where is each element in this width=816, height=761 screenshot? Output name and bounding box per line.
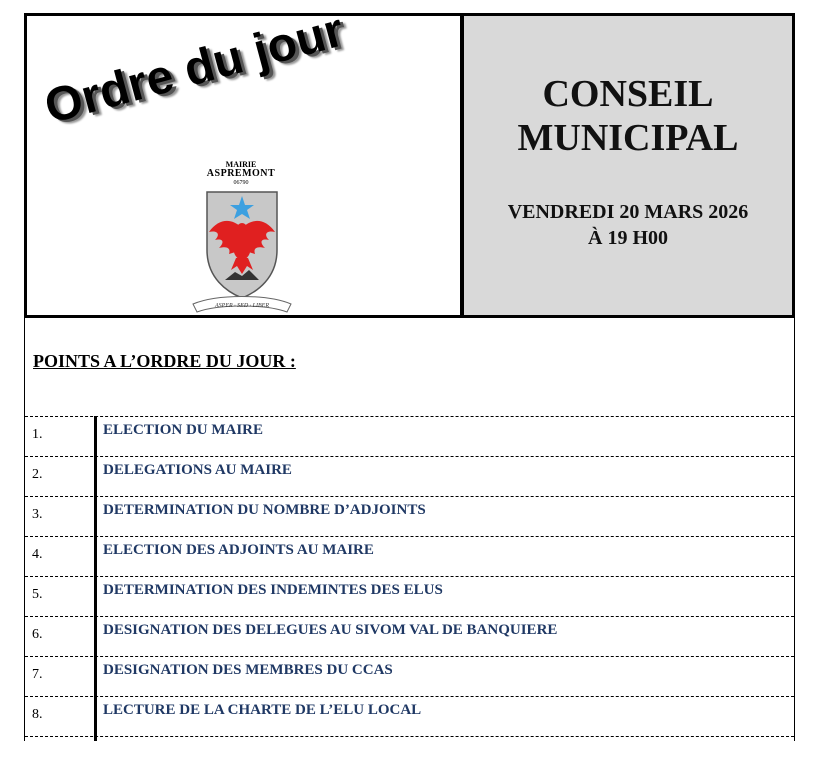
meeting-date-line2: À 19 H00: [588, 227, 668, 249]
agenda-row: [25, 456, 794, 496]
agenda-number: 3.: [32, 507, 43, 522]
council-title-line1: CONSEIL: [542, 73, 714, 115]
mairie-label: [195, 161, 287, 186]
agenda-item: DETERMINATION DES INDEMINTES DES ELUS: [103, 582, 443, 598]
agenda-list: [25, 416, 794, 737]
agenda-item: DESIGNATION DES DELEGUES AU SIVOM VAL DE BANQUIERE: [103, 622, 558, 638]
mairie-line2: ASPREMONT: [206, 168, 276, 180]
agenda-row: [25, 536, 794, 576]
agenda-item: DELEGATIONS AU MAIRE: [103, 462, 292, 478]
mairie-line3: 06790: [233, 179, 249, 186]
header: [24, 3, 795, 318]
agenda-number: 1.: [32, 427, 43, 442]
agenda-item: LECTURE DE LA CHARTE DE L’ELU LOCAL: [103, 702, 422, 718]
agenda-item: ELECTION DES ADJOINTS AU MAIRE: [103, 542, 374, 558]
mairie-line1: MAIRIE: [225, 160, 257, 169]
agenda-row: [25, 616, 794, 656]
agenda-row: [25, 576, 794, 616]
header-left-panel: [27, 3, 464, 315]
meeting-date: [464, 199, 792, 251]
agenda-item: DETERMINATION DU NOMBRE D’ADJOINTS: [103, 502, 426, 518]
points-title: POINTS A L’ORDRE DU JOUR :: [33, 351, 296, 371]
header-right-panel: [464, 16, 792, 315]
coat-of-arms-icon: [187, 188, 297, 316]
crest-motto: ASPER · SED · LIBER: [215, 303, 269, 309]
banner-title: Ordre du jour: [39, 3, 350, 135]
agenda-row: [25, 696, 794, 737]
agenda-number: 2.: [32, 467, 43, 482]
agenda-number: 7.: [32, 667, 43, 682]
council-title: [464, 72, 792, 160]
agenda-number: 6.: [32, 627, 43, 642]
agenda-row: [25, 656, 794, 696]
agenda-number: 4.: [32, 547, 43, 562]
agenda-divider: [94, 416, 97, 741]
agenda-item: ELECTION DU MAIRE: [103, 422, 264, 438]
agenda-number: 5.: [32, 587, 43, 602]
agenda-row: [25, 416, 794, 456]
agenda-number: 8.: [32, 707, 43, 722]
council-title-line2: MUNICIPAL: [517, 117, 739, 159]
agenda-row: [25, 496, 794, 536]
agenda-item: DESIGNATION DES MEMBRES DU CCAS: [103, 662, 393, 678]
meeting-date-line1: VENDREDI 20 MARS 2026: [507, 201, 749, 223]
